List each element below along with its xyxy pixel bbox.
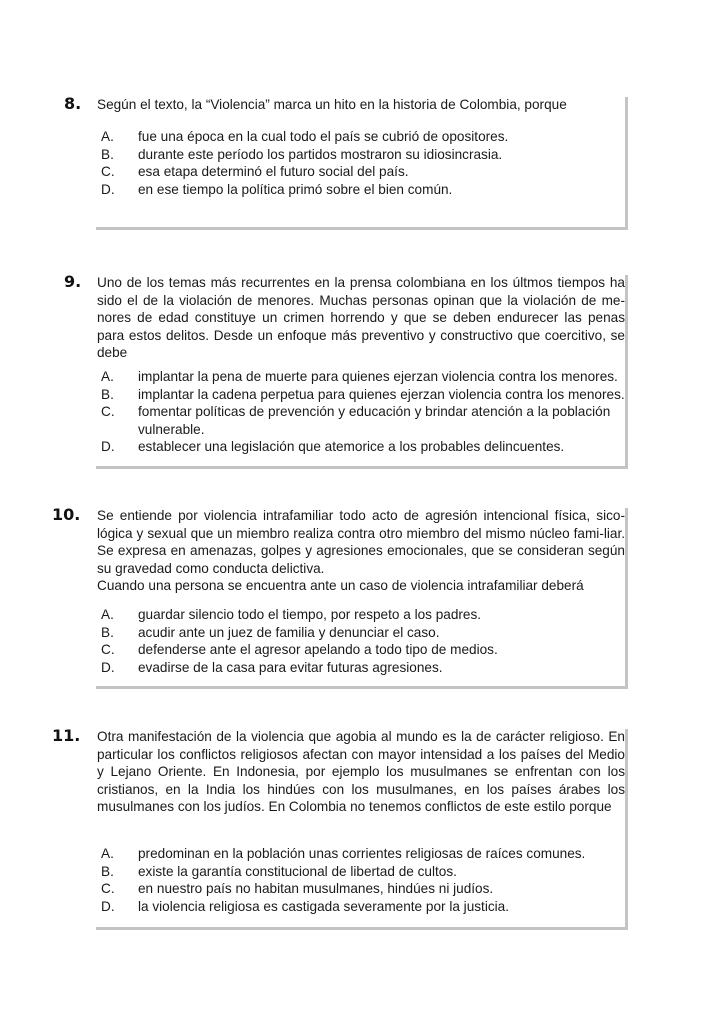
option-letter: D. bbox=[101, 181, 115, 197]
option-letter: B. bbox=[101, 624, 114, 640]
option-letter: C. bbox=[101, 404, 115, 419]
option-d[interactable] bbox=[101, 898, 625, 916]
option-text: fomentar políticas de prevención y educación y brindar atención a la población vulnerable. bbox=[138, 404, 611, 437]
option-a[interactable] bbox=[101, 368, 625, 386]
option-text: en ese tiempo la política primó sobre el bien común. bbox=[138, 181, 453, 197]
option-text: en nuestro país no habitan musulmanes, hindúes ni judíos. bbox=[138, 881, 494, 896]
option-a[interactable] bbox=[101, 606, 625, 624]
option-b[interactable] bbox=[101, 624, 625, 642]
option-text: esa etapa determinó el futuro social del país. bbox=[138, 164, 409, 179]
question-number: 11. bbox=[52, 726, 81, 745]
option-letter: A. bbox=[101, 129, 114, 144]
option-letter: A. bbox=[101, 846, 114, 861]
options-list bbox=[101, 845, 625, 915]
option-letter: B. bbox=[101, 146, 114, 162]
option-d[interactable] bbox=[101, 438, 625, 456]
question-stem: Otra manifestación de la violencia que agobia al mundo es la de carácter religioso. En particular los conflictos religiosos afectan con mayor intensidad a los países del Medio y Lejano Oriente. En Indonesia, por ejemplo los musulmanes se enfrentan con los cristianos, en la India los hindúes con los musulmanes, en los países árabes los musulmanes con los judíos. En Colombia no tenemos conflictos de este estilo porque bbox=[97, 729, 625, 814]
option-text: la violencia religiosa es castigada severamente por la justicia. bbox=[138, 898, 510, 914]
question-number: 10. bbox=[52, 505, 81, 524]
option-text: establecer una legislación que atemorice a los probables delincuentes. bbox=[138, 439, 565, 454]
option-c[interactable] bbox=[101, 880, 625, 898]
option-text: fue una época en la cual todo el país se cubrió de opositores. bbox=[138, 129, 509, 144]
option-text: defenderse ante el agresor apelando a todo tipo de medios. bbox=[138, 642, 498, 657]
option-c[interactable] bbox=[101, 163, 625, 181]
options-list bbox=[101, 128, 625, 198]
question-stem: Según el texto, la “Violencia” marca un hito en la historia de Colombia, porque bbox=[97, 97, 567, 112]
option-text: evadirse de la casa para evitar futuras agresiones. bbox=[138, 659, 443, 675]
option-text: guardar silencio todo el tiempo, por respeto a los padres. bbox=[138, 607, 482, 622]
options-list bbox=[101, 606, 625, 676]
option-d[interactable] bbox=[101, 659, 625, 677]
option-a[interactable] bbox=[101, 128, 625, 146]
option-text: implantar la pena de muerte para quienes ejerzan violencia contra los menores. bbox=[138, 369, 618, 384]
option-text: implantar la cadena perpetua para quienes ejerzan violencia contra los menores. bbox=[138, 386, 625, 402]
option-c[interactable] bbox=[101, 641, 625, 659]
option-text: existe la garantía constitucional de libertad de cultos. bbox=[138, 863, 457, 879]
option-letter: B. bbox=[101, 386, 114, 402]
option-letter: C. bbox=[101, 642, 115, 657]
question-stem-text: Se entiende por violencia intrafamiliar todo acto de agresión intencional física, sico-lógica y sexual que un miembro realiza contra otro miembro del mismo núcleo fami-liar. Se expresa en amenazas, golpes y agresiones emocionales, que se consideran según su gravedad como conducta delictiva. bbox=[97, 508, 625, 576]
option-letter: D. bbox=[101, 439, 115, 454]
question-stem bbox=[97, 507, 625, 595]
option-text: predominan en la población unas corrientes religiosas de raíces comunes. bbox=[138, 846, 586, 861]
option-letter: A. bbox=[101, 607, 114, 622]
question-number: 8. bbox=[64, 94, 82, 113]
option-text: acudir ante un juez de familia y denunciar el caso. bbox=[138, 624, 440, 640]
option-c[interactable] bbox=[101, 403, 625, 438]
option-letter: C. bbox=[101, 881, 115, 896]
question-prompt: Cuando una persona se encuentra ante un caso de violencia intrafamiliar deberá bbox=[97, 578, 584, 593]
option-letter: C. bbox=[101, 164, 115, 179]
question-stem: Uno de los temas más recurrentes en la prensa colombiana en los últmos tiempos ha sido el de la violación de menores. Muchas personas opinan que la violación de me-nores de edad constituye un crimen horrendo y que se deben endurecer las penas para estos delitos. Desde un enfoque más preventivo y constructivo que coercitivo, se debe bbox=[97, 275, 625, 360]
option-letter: D. bbox=[101, 898, 115, 914]
option-text: durante este período los partidos mostraron su idiosincrasia. bbox=[138, 146, 503, 162]
option-d[interactable] bbox=[101, 181, 625, 199]
question-number: 9. bbox=[64, 272, 82, 291]
option-b[interactable] bbox=[101, 386, 625, 404]
option-letter: D. bbox=[101, 659, 115, 675]
option-b[interactable] bbox=[101, 863, 625, 881]
option-letter: B. bbox=[101, 863, 114, 879]
option-a[interactable] bbox=[101, 845, 625, 863]
option-letter: A. bbox=[101, 369, 114, 384]
options-list bbox=[101, 368, 625, 456]
option-b[interactable] bbox=[101, 146, 625, 164]
